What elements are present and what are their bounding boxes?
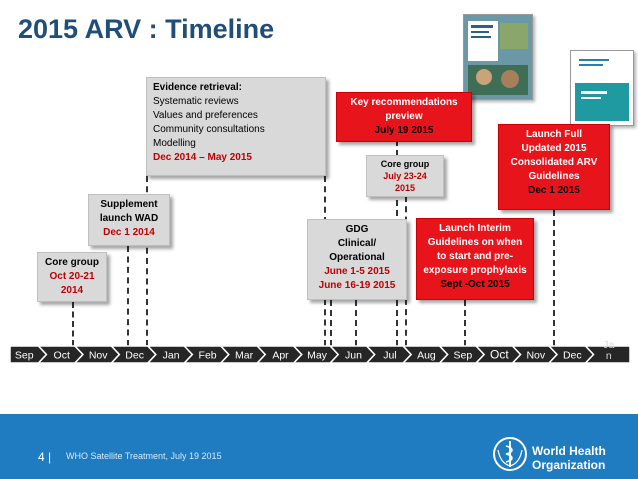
launch-interim-line: Launch Interim <box>439 223 511 234</box>
launch-interim-line: exposure prophylaxis <box>423 265 527 276</box>
gdg-box <box>307 219 407 300</box>
connector-launch-full <box>553 210 555 346</box>
supplement-launch-box <box>88 194 170 246</box>
month-label: Aug <box>417 349 436 362</box>
month-label: May <box>307 349 327 362</box>
evidence-line: Systematic reviews <box>153 96 239 107</box>
supplement-date: Dec 1 2014 <box>103 227 155 238</box>
page-title: 2015 ARV : Timeline <box>18 14 275 44</box>
launch-interim-line: to start and pre- <box>436 251 514 262</box>
connector-launch-interim <box>464 300 466 346</box>
evidence-line: Community consultations <box>153 124 265 135</box>
launch-interim-box <box>416 218 534 300</box>
core-group-oct-box <box>37 252 107 302</box>
cover-art-2 <box>571 51 633 125</box>
launch-full-box <box>498 124 610 210</box>
core-group-jul-date: July 23-24 <box>383 171 427 181</box>
evidence-line: Values and preferences <box>153 110 258 121</box>
footer-text: WHO Satellite Treatment, July 19 2015 <box>66 451 222 461</box>
evidence-line: Modelling <box>153 138 196 149</box>
month-label: Dec <box>562 349 582 362</box>
org-line: Organization <box>532 458 606 472</box>
footer-bar <box>0 414 638 479</box>
month-label: Ja n <box>603 339 615 362</box>
launch-interim-line: Guidelines on when <box>427 237 523 248</box>
org-line: World Health <box>532 444 606 458</box>
guideline-cover-thumbnail-1 <box>463 14 533 100</box>
month-label: Nov <box>526 349 546 362</box>
month-label: Mar <box>235 349 254 362</box>
key-reco-line: Key recommendations <box>350 97 458 108</box>
connector-gdg-jun1 <box>330 300 332 346</box>
cover-art-1 <box>464 15 532 99</box>
gdg-date: June 16-19 2015 <box>318 280 396 291</box>
evidence-retrieval-box <box>146 77 326 176</box>
month-label: Jan <box>162 349 180 362</box>
supplement-line: launch WAD <box>99 213 159 224</box>
who-emblem-icon <box>492 436 528 472</box>
key-reco-date: July 19 2015 <box>374 125 434 136</box>
launch-full-line: Launch Full <box>525 129 583 140</box>
evidence-date: Dec 2014 – May 2015 <box>153 152 252 163</box>
month-label: Oct <box>53 349 70 362</box>
month-label: Nov <box>88 349 108 362</box>
month-label: Jul <box>383 349 397 362</box>
launch-full-line: Updated 2015 <box>521 143 587 154</box>
page-number: 4 | <box>38 450 52 464</box>
month-label: Sep <box>453 349 473 362</box>
month-label: Apr <box>272 349 289 362</box>
month-label: Oct <box>490 347 509 362</box>
who-logo-text <box>532 444 606 472</box>
evidence-title: Evidence retrieval: <box>153 82 242 93</box>
launch-full-line: Guidelines <box>528 171 580 182</box>
core-group-jul-title: Core group <box>380 159 430 169</box>
month-label: Sep <box>14 349 34 362</box>
gdg-line: Clinical/ <box>337 238 377 249</box>
launch-full-date: Dec 1 2015 <box>528 185 580 196</box>
month-timeline <box>10 339 630 363</box>
guideline-cover-thumbnail-2 <box>570 50 634 126</box>
supplement-line: Supplement <box>100 199 158 210</box>
connector-gdg-jun16 <box>355 300 357 346</box>
core-group-jul-box <box>366 155 444 197</box>
core-group-oct-date: Oct 20-21 <box>49 271 95 282</box>
core-group-oct-year: 2014 <box>60 285 84 296</box>
gdg-date: June 1-5 2015 <box>324 266 390 277</box>
key-reco-line: preview <box>385 111 423 122</box>
launch-full-line: Consolidated ARV <box>510 157 598 168</box>
connector-supplement <box>127 246 129 346</box>
month-label: Feb <box>198 349 217 362</box>
month-label: Dec <box>125 349 144 362</box>
gdg-line: GDG <box>345 224 369 235</box>
launch-interim-date: Sept -Oct 2015 <box>440 279 510 290</box>
core-group-jul-year: 2015 <box>394 183 416 193</box>
gdg-line: Operational <box>329 252 385 263</box>
core-group-oct-title: Core group <box>45 257 99 268</box>
connector-core-group-oct <box>72 302 74 346</box>
month-label: Jun <box>345 349 362 362</box>
key-recommendations-box <box>336 92 472 142</box>
